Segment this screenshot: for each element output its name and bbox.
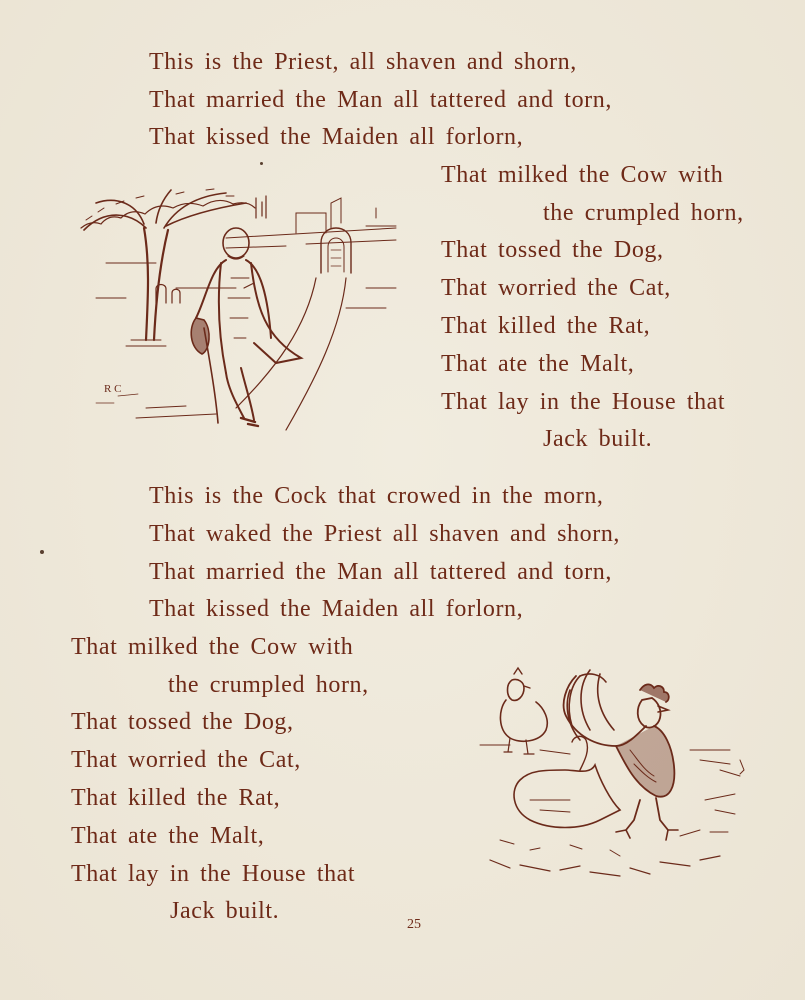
- paper-speck: [40, 550, 44, 554]
- paper-speck: [260, 162, 263, 165]
- verse1-line-4: That milked the Cow with: [441, 162, 724, 188]
- verse1-line-1: This is the Priest, all shaven and shorn,: [149, 49, 577, 75]
- verse1-line-9: That ate the Malt,: [441, 351, 635, 377]
- verse2-line-9: That killed the Rat,: [71, 785, 281, 811]
- verse1-line-2: That married the Man all tattered and torn,: [149, 87, 612, 113]
- cock-and-hens-illustration: [470, 660, 760, 892]
- verse2-line-2: That waked the Priest all shaven and shorn,: [149, 521, 621, 547]
- verse2-line-6: the crumpled horn,: [168, 672, 369, 698]
- verse1-line-11: Jack built.: [543, 426, 653, 452]
- verse1-line-5: the crumpled horn,: [543, 200, 744, 226]
- page-number: 25: [407, 917, 421, 932]
- verse1-line-10: That lay in the House that: [441, 389, 726, 415]
- verse2-line-5: That milked the Cow with: [71, 634, 354, 660]
- verse2-line-12: Jack built.: [170, 898, 280, 924]
- verse2-line-4: That kissed the Maiden all forlorn,: [149, 596, 524, 622]
- verse2-line-3: That married the Man all tattered and torn,: [149, 559, 612, 585]
- verse1-line-8: That killed the Rat,: [441, 313, 651, 339]
- verse2-line-1: This is the Cock that crowed in the morn,: [149, 483, 604, 509]
- priest-walking-illustration: [76, 168, 406, 440]
- verse2-line-11: That lay in the House that: [71, 861, 356, 887]
- verse2-line-8: That worried the Cat,: [71, 747, 301, 773]
- verse1-line-7: That worried the Cat,: [441, 275, 671, 301]
- verse1-line-6: That tossed the Dog,: [441, 237, 664, 263]
- verse2-line-7: That tossed the Dog,: [71, 709, 294, 735]
- verse2-line-10: That ate the Malt,: [71, 823, 265, 849]
- artist-signature: R C: [104, 383, 122, 395]
- verse1-line-3: That kissed the Maiden all forlorn,: [149, 124, 524, 150]
